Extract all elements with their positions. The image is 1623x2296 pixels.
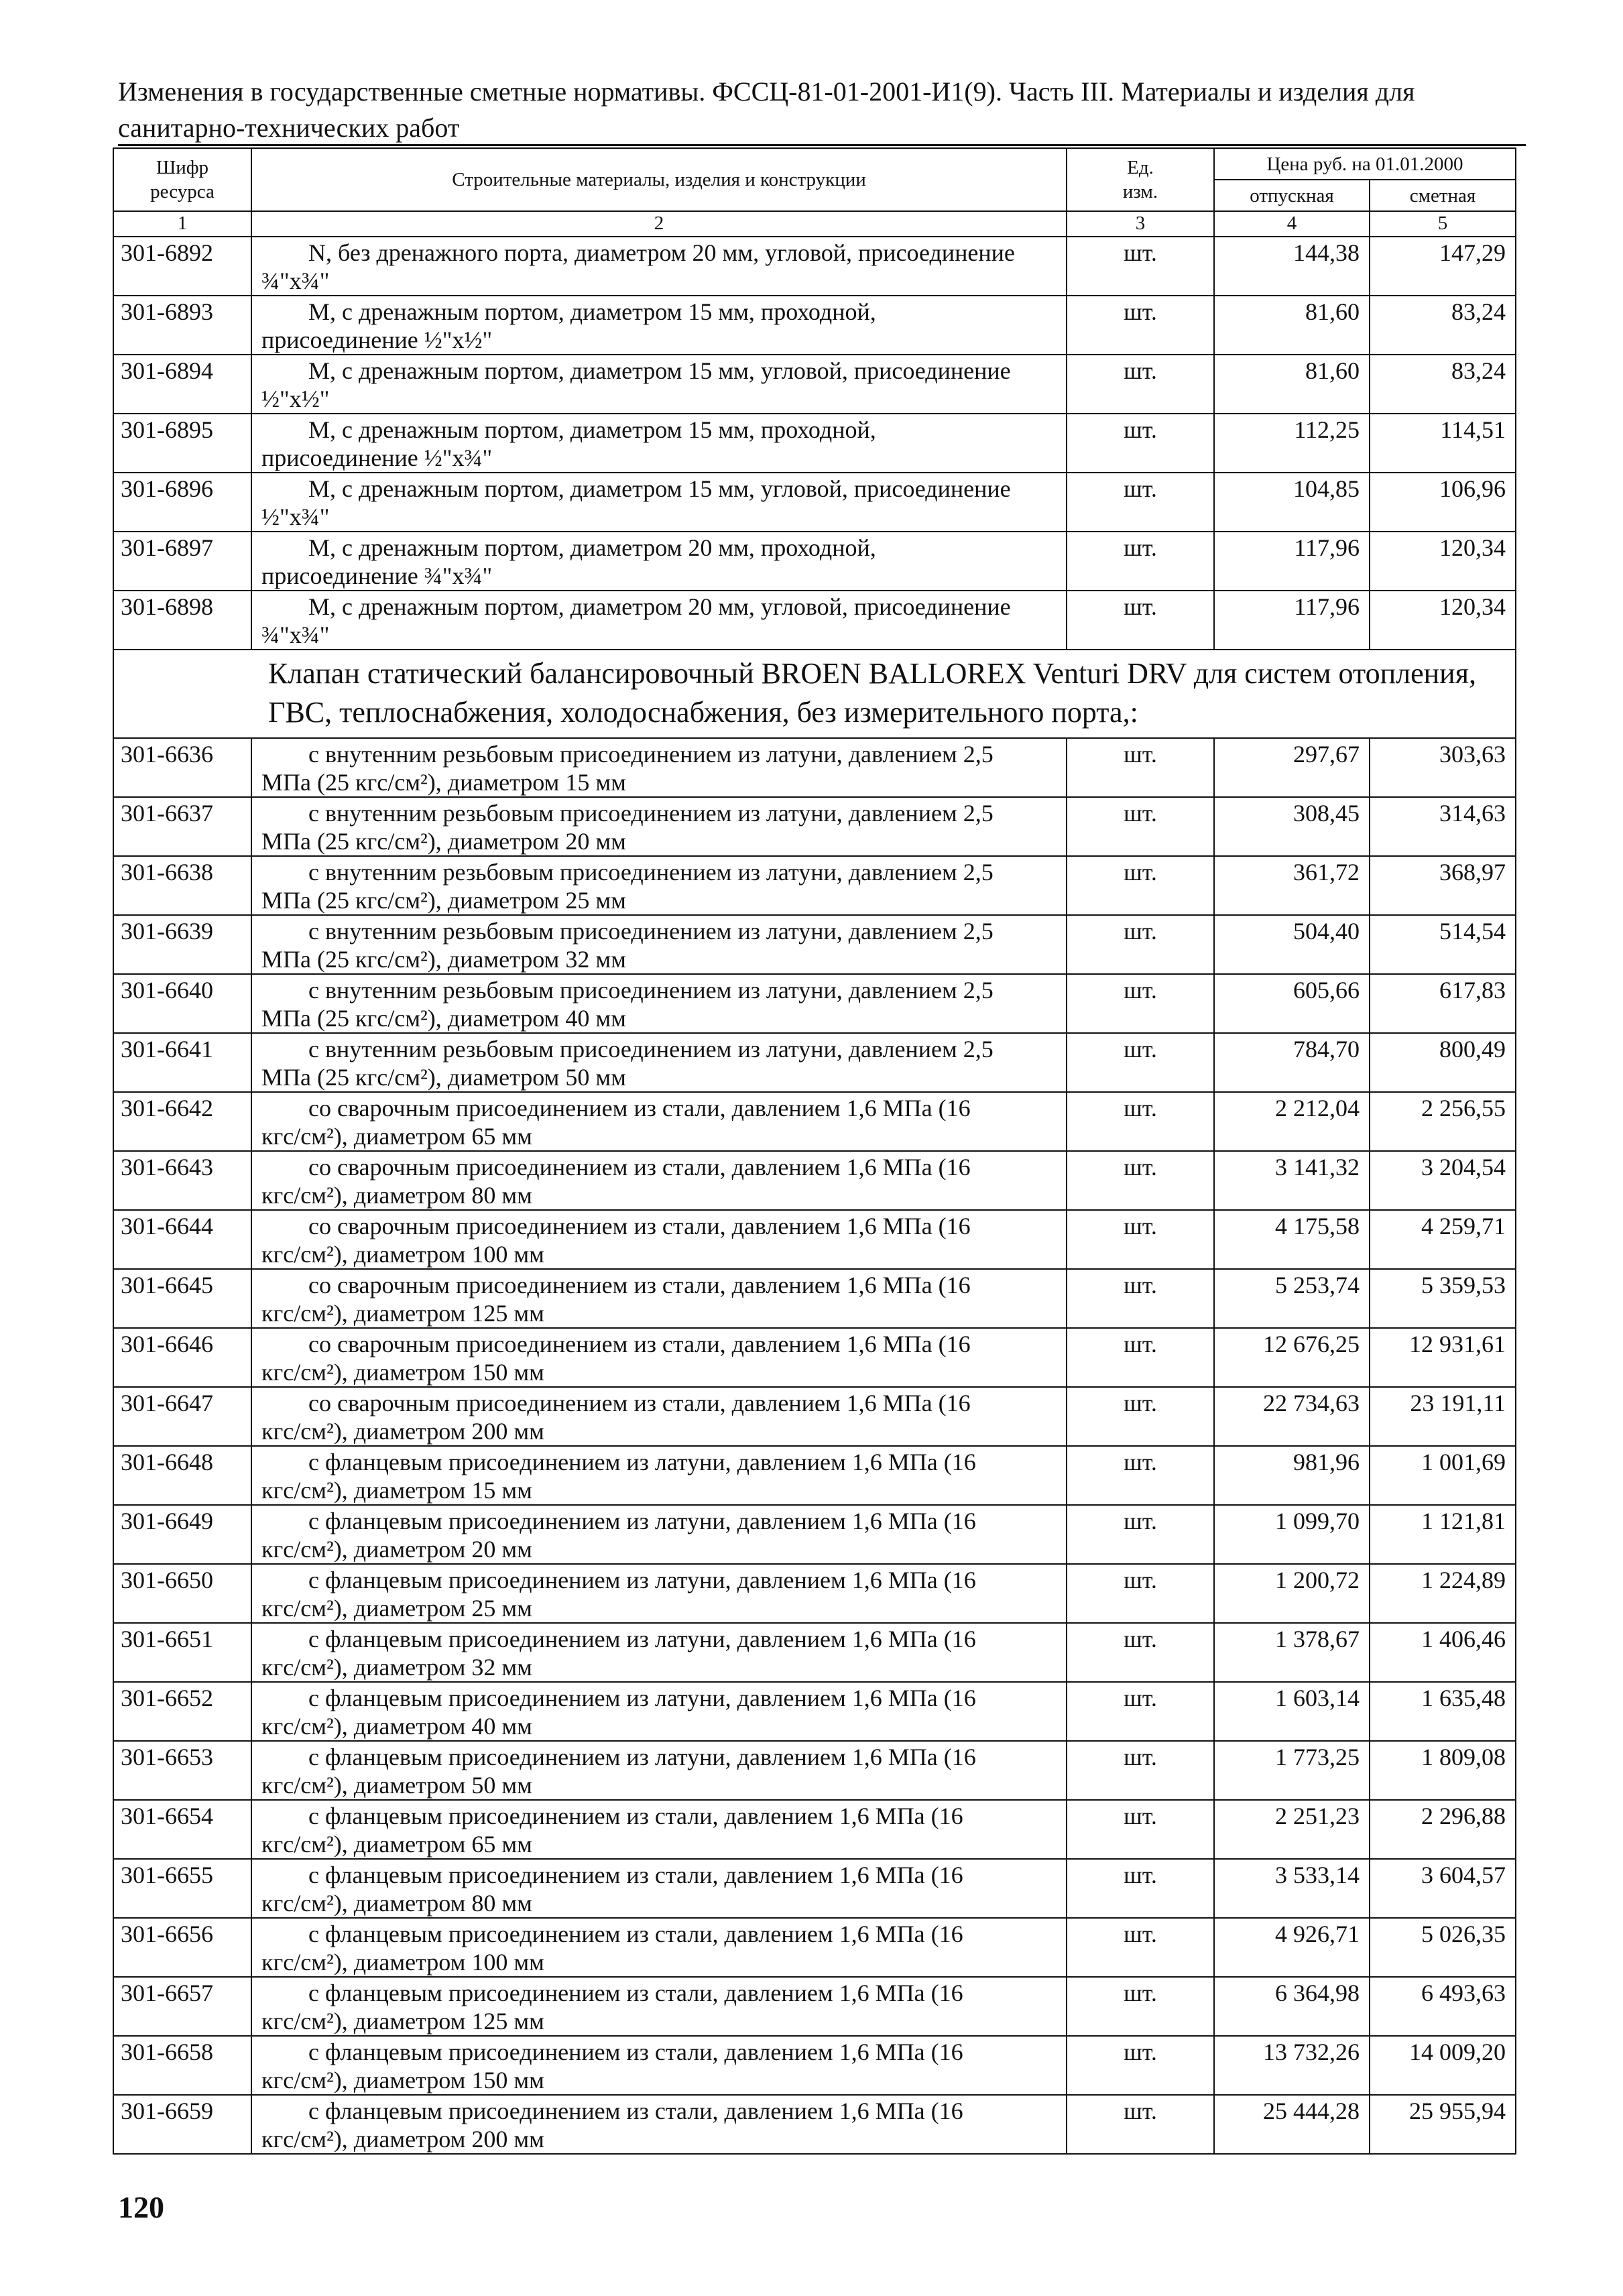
description-line-2: кгс/см²), диаметром 80 мм — [261, 1890, 532, 1917]
release-price: 81,60 — [1214, 355, 1370, 414]
unit-cell: шт. — [1067, 355, 1214, 414]
unit-cell: шт. — [1067, 296, 1214, 355]
material-description — [251, 1328, 1067, 1387]
description-line-2: кгс/см²), диаметром 65 мм — [261, 1831, 532, 1858]
release-price: 117,96 — [1214, 591, 1370, 650]
unit-cell: шт. — [1067, 1918, 1214, 1977]
table-row — [113, 1387, 1516, 1446]
resource-code: 301-6892 — [113, 237, 251, 296]
description-line-2: присоединение ½"х¾" — [261, 444, 493, 471]
description-line-2: кгс/см²), диаметром 15 мм — [261, 1477, 532, 1504]
unit-cell: шт. — [1067, 1446, 1214, 1505]
table-row — [113, 591, 1516, 650]
table-row — [113, 738, 1516, 797]
estimate-price: 314,63 — [1370, 797, 1516, 856]
description-line-2: кгс/см²), диаметром 150 мм — [261, 2067, 544, 2094]
release-price: 361,72 — [1214, 856, 1370, 915]
estimate-price: 1 224,89 — [1370, 1564, 1516, 1623]
header-line-1: Изменения в государственные сметные нормативы. ФССЦ-81-01-2001-И1(9). Часть III. Материалы и изделия для — [118, 76, 1415, 107]
column-number: 1 — [113, 211, 251, 237]
resource-code: 301-6642 — [113, 1092, 251, 1151]
description-line-2: МПа (25 кгс/см²), диаметром 40 мм — [261, 1005, 626, 1032]
release-price: 12 676,25 — [1214, 1328, 1370, 1387]
resource-code: 301-6657 — [113, 1977, 251, 2036]
unit-cell: шт. — [1067, 1682, 1214, 1741]
table-row — [113, 1446, 1516, 1505]
table-row — [113, 1741, 1516, 1800]
release-price: 81,60 — [1214, 296, 1370, 355]
table-row — [113, 1328, 1516, 1387]
description-line-1: со сварочным присоединением из стали, давлением 1,6 МПа (16 — [308, 1095, 971, 1122]
release-price: 4 926,71 — [1214, 1918, 1370, 1977]
table-row — [113, 1505, 1516, 1564]
table-body — [113, 148, 1516, 2154]
table-row — [113, 2036, 1516, 2095]
estimate-price: 2 256,55 — [1370, 1092, 1516, 1151]
table-row — [113, 1269, 1516, 1328]
description-line-2: кгс/см²), диаметром 125 мм — [261, 2008, 544, 2035]
col-header-price-release: отпускная — [1214, 180, 1370, 211]
col-header-price-estimate: сметная — [1370, 180, 1516, 211]
table-row — [113, 532, 1516, 591]
description-line-2: кгс/см²), диаметром 125 мм — [261, 1300, 544, 1327]
table-row — [113, 1977, 1516, 2036]
resource-code: 301-6638 — [113, 856, 251, 915]
release-price: 2 212,04 — [1214, 1092, 1370, 1151]
estimate-price: 1 406,46 — [1370, 1623, 1516, 1682]
description-line-1: со сварочным присоединением из стали, давлением 1,6 МПа (16 — [308, 1213, 971, 1240]
resource-code: 301-6658 — [113, 2036, 251, 2095]
description-line-1: М, с дренажным портом, диаметром 15 мм, угловой, присоединение — [308, 357, 1011, 384]
description-line-1: с фланцевым присоединением из латуни, давлением 1,6 МПа (16 — [308, 1626, 976, 1652]
estimate-price: 514,54 — [1370, 915, 1516, 974]
material-description — [251, 1387, 1067, 1446]
material-description — [251, 1033, 1067, 1092]
column-number: 2 — [251, 211, 1067, 237]
table-row — [113, 797, 1516, 856]
col-header-unit-line2: изм. — [1122, 181, 1158, 202]
table-row — [113, 1151, 1516, 1210]
release-price: 104,85 — [1214, 473, 1370, 532]
table-row — [113, 473, 1516, 532]
release-price: 4 175,58 — [1214, 1210, 1370, 1269]
resource-code: 301-6648 — [113, 1446, 251, 1505]
release-price: 504,40 — [1214, 915, 1370, 974]
resource-code: 301-6893 — [113, 296, 251, 355]
resource-code: 301-6643 — [113, 1151, 251, 1210]
description-line-1: с внутенним резьбовым присоединением из латуни, давлением 2,5 — [308, 1036, 994, 1063]
material-description — [251, 414, 1067, 473]
description-line-1: с фланцевым присоединением из латуни, давлением 1,6 МПа (16 — [308, 1508, 976, 1534]
release-price: 308,45 — [1214, 797, 1370, 856]
description-line-2: кгс/см²), диаметром 150 мм — [261, 1359, 544, 1386]
release-price: 1 603,14 — [1214, 1682, 1370, 1741]
description-line-1: с фланцевым присоединением из латуни, давлением 1,6 МПа (16 — [308, 1744, 976, 1770]
estimate-price: 6 493,63 — [1370, 1977, 1516, 2036]
col-header-materials: Строительные материалы, изделия и конструкции — [251, 148, 1067, 211]
unit-cell: шт. — [1067, 1977, 1214, 2036]
description-line-1: с фланцевым присоединением из латуни, давлением 1,6 МПа (16 — [308, 1449, 976, 1475]
description-line-2: кгс/см²), диаметром 80 мм — [261, 1182, 532, 1209]
release-price: 13 732,26 — [1214, 2036, 1370, 2095]
description-line-2: МПа (25 кгс/см²), диаметром 25 мм — [261, 887, 626, 914]
resource-code: 301-6897 — [113, 532, 251, 591]
unit-cell: шт. — [1067, 2036, 1214, 2095]
table-row — [113, 1918, 1516, 1977]
estimate-price: 1 121,81 — [1370, 1505, 1516, 1564]
release-price: 5 253,74 — [1214, 1269, 1370, 1328]
material-description — [251, 1682, 1067, 1741]
resource-code: 301-6651 — [113, 1623, 251, 1682]
description-line-2: кгс/см²), диаметром 40 мм — [261, 1713, 532, 1740]
unit-cell: шт. — [1067, 856, 1214, 915]
table-row — [113, 1033, 1516, 1092]
resource-code: 301-6637 — [113, 797, 251, 856]
unit-cell: шт. — [1067, 915, 1214, 974]
unit-cell: шт. — [1067, 1210, 1214, 1269]
resource-code: 301-6650 — [113, 1564, 251, 1623]
table-row — [113, 2095, 1516, 2154]
resource-code: 301-6644 — [113, 1210, 251, 1269]
unit-cell: шт. — [1067, 1269, 1214, 1328]
unit-cell: шт. — [1067, 1505, 1214, 1564]
release-price: 144,38 — [1214, 237, 1370, 296]
material-description — [251, 1623, 1067, 1682]
description-line-1: с внутенним резьбовым присоединением из латуни, давлением 2,5 — [308, 800, 994, 827]
description-line-1: со сварочным присоединением из стали, давлением 1,6 МПа (16 — [308, 1331, 971, 1357]
description-line-1: с внутенним резьбовым присоединением из латуни, давлением 2,5 — [308, 977, 994, 1004]
material-description — [251, 1151, 1067, 1210]
material-description — [251, 1269, 1067, 1328]
description-line-2: ½"х½" — [261, 385, 330, 412]
description-line-2: кгс/см²), диаметром 100 мм — [261, 1949, 544, 1976]
release-price: 1 200,72 — [1214, 1564, 1370, 1623]
material-description — [251, 738, 1067, 797]
table-row — [113, 1682, 1516, 1741]
description-line-1: М, с дренажным портом, диаметром 20 мм, проходной, — [308, 534, 876, 561]
description-line-2: ¾"х¾" — [261, 621, 330, 648]
estimate-price: 25 955,94 — [1370, 2095, 1516, 2154]
release-price: 6 364,98 — [1214, 1977, 1370, 2036]
table-header-row — [113, 148, 1516, 180]
estimate-price: 800,49 — [1370, 1033, 1516, 1092]
table-row — [113, 1623, 1516, 1682]
page-header — [118, 74, 1512, 146]
estimate-price: 106,96 — [1370, 473, 1516, 532]
estimate-price: 12 931,61 — [1370, 1328, 1516, 1387]
col-header-unit-line1: Ед. — [1127, 157, 1154, 178]
description-line-2: МПа (25 кгс/см²), диаметром 50 мм — [261, 1064, 626, 1091]
release-price: 117,96 — [1214, 532, 1370, 591]
description-line-1: с фланцевым присоединением из стали, давлением 1,6 МПа (16 — [308, 1921, 963, 1947]
resource-code: 301-6646 — [113, 1328, 251, 1387]
description-line-1: с фланцевым присоединением из стали, давлением 1,6 МПа (16 — [308, 2039, 963, 2065]
release-price: 784,70 — [1214, 1033, 1370, 1092]
description-line-1: с внутенним резьбовым присоединением из латуни, давлением 2,5 — [308, 859, 994, 886]
unit-cell: шт. — [1067, 1151, 1214, 1210]
unit-cell: шт. — [1067, 532, 1214, 591]
resource-code: 301-6649 — [113, 1505, 251, 1564]
description-line-2: кгс/см²), диаметром 65 мм — [261, 1123, 532, 1150]
price-table — [113, 147, 1516, 2155]
resource-code: 301-6659 — [113, 2095, 251, 2154]
description-line-2: ¾"х¾" — [261, 267, 330, 294]
release-price: 1 099,70 — [1214, 1505, 1370, 1564]
description-line-2: присоединение ¾"х¾" — [261, 562, 493, 589]
release-price: 25 444,28 — [1214, 2095, 1370, 2154]
description-line-2: кгс/см²), диаметром 25 мм — [261, 1595, 532, 1622]
estimate-price: 114,51 — [1370, 414, 1516, 473]
description-line-1: М, с дренажным портом, диаметром 15 мм, проходной, — [308, 298, 876, 325]
col-header-cipher-line1: Шифр — [156, 157, 209, 178]
resource-code: 301-6898 — [113, 591, 251, 650]
resource-code: 301-6640 — [113, 974, 251, 1033]
estimate-price: 147,29 — [1370, 237, 1516, 296]
col-header-unit — [1067, 148, 1214, 211]
estimate-price: 1 809,08 — [1370, 1741, 1516, 1800]
resource-code: 301-6641 — [113, 1033, 251, 1092]
material-description — [251, 237, 1067, 296]
estimate-price: 3 604,57 — [1370, 1859, 1516, 1918]
unit-cell: шт. — [1067, 237, 1214, 296]
table-row — [113, 1210, 1516, 1269]
estimate-price: 5 026,35 — [1370, 1918, 1516, 1977]
resource-code: 301-6895 — [113, 414, 251, 473]
table-row — [113, 1800, 1516, 1859]
description-line-1: со сварочным присоединением из стали, давлением 1,6 МПа (16 — [308, 1154, 971, 1181]
release-price: 3 141,32 — [1214, 1151, 1370, 1210]
unit-cell: шт. — [1067, 1387, 1214, 1446]
material-description — [251, 1859, 1067, 1918]
description-line-1: М, с дренажным портом, диаметром 20 мм, угловой, присоединение — [308, 593, 1011, 620]
estimate-price: 368,97 — [1370, 856, 1516, 915]
description-line-2: кгс/см²), диаметром 50 мм — [261, 1772, 532, 1799]
unit-cell: шт. — [1067, 1033, 1214, 1092]
estimate-price: 23 191,11 — [1370, 1387, 1516, 1446]
material-description — [251, 1977, 1067, 2036]
section-title: Клапан статический балансировочный BROEN BALLOREX Venturi DRV для систем отопления, ГВС, теплоснабжения, холодоснабжения, без измерительного порта,: — [113, 650, 1516, 738]
col-header-cipher — [113, 148, 251, 211]
unit-cell: шт. — [1067, 1800, 1214, 1859]
page-number: 120 — [118, 2190, 164, 2224]
description-line-1: с фланцевым присоединением из стали, давлением 1,6 МПа (16 — [308, 1803, 963, 1829]
unit-cell: шт. — [1067, 1564, 1214, 1623]
material-description — [251, 974, 1067, 1033]
release-price: 3 533,14 — [1214, 1859, 1370, 1918]
unit-cell: шт. — [1067, 591, 1214, 650]
description-line-2: кгс/см²), диаметром 200 мм — [261, 2126, 544, 2153]
unit-cell: шт. — [1067, 1328, 1214, 1387]
table-row — [113, 296, 1516, 355]
material-description — [251, 1564, 1067, 1623]
unit-cell: шт. — [1067, 473, 1214, 532]
description-line-1: с фланцевым присоединением из стали, давлением 1,6 МПа (16 — [308, 1980, 963, 2006]
material-description — [251, 1741, 1067, 1800]
release-price: 2 251,23 — [1214, 1800, 1370, 1859]
material-description — [251, 1210, 1067, 1269]
resource-code: 301-6894 — [113, 355, 251, 414]
unit-cell: шт. — [1067, 1092, 1214, 1151]
column-number: 4 — [1214, 211, 1370, 237]
table-row — [113, 856, 1516, 915]
material-description — [251, 473, 1067, 532]
description-line-2: кгс/см²), диаметром 32 мм — [261, 1654, 532, 1681]
resource-code: 301-6655 — [113, 1859, 251, 1918]
unit-cell: шт. — [1067, 1623, 1214, 1682]
estimate-price: 4 259,71 — [1370, 1210, 1516, 1269]
description-line-1: М, с дренажным портом, диаметром 15 мм, проходной, — [308, 416, 876, 443]
description-line-2: МПа (25 кгс/см²), диаметром 32 мм — [261, 946, 626, 973]
header-rule — [118, 144, 1526, 146]
col-header-price-group: Цена руб. на 01.01.2000 — [1214, 148, 1516, 180]
description-line-2: кгс/см²), диаметром 20 мм — [261, 1536, 532, 1563]
release-price: 1 773,25 — [1214, 1741, 1370, 1800]
estimate-price: 5 359,53 — [1370, 1269, 1516, 1328]
column-number-row — [113, 211, 1516, 237]
table-row — [113, 237, 1516, 296]
release-price: 981,96 — [1214, 1446, 1370, 1505]
resource-code: 301-6652 — [113, 1682, 251, 1741]
material-description — [251, 915, 1067, 974]
description-line-1: N, без дренажного порта, диаметром 20 мм, угловой, присоединение — [308, 239, 1015, 266]
unit-cell: шт. — [1067, 797, 1214, 856]
estimate-price: 14 009,20 — [1370, 2036, 1516, 2095]
description-line-2: МПа (25 кгс/см²), диаметром 20 мм — [261, 828, 626, 855]
estimate-price: 120,34 — [1370, 591, 1516, 650]
col-header-cipher-line2: ресурса — [150, 181, 215, 202]
table-row — [113, 1564, 1516, 1623]
release-price: 112,25 — [1214, 414, 1370, 473]
header-line-2: санитарно-технических работ — [118, 113, 460, 143]
unit-cell: шт. — [1067, 974, 1214, 1033]
description-line-1: с внутенним резьбовым присоединением из латуни, давлением 2,5 — [308, 741, 994, 768]
resource-code: 301-6653 — [113, 1741, 251, 1800]
estimate-price: 1 635,48 — [1370, 1682, 1516, 1741]
material-description — [251, 1800, 1067, 1859]
description-line-2: ½"х¾" — [261, 503, 330, 530]
material-description — [251, 2095, 1067, 2154]
resource-code: 301-6636 — [113, 738, 251, 797]
description-line-2: кгс/см²), диаметром 100 мм — [261, 1241, 544, 1268]
release-price: 1 378,67 — [1214, 1623, 1370, 1682]
estimate-price: 3 204,54 — [1370, 1151, 1516, 1210]
material-description — [251, 1446, 1067, 1505]
unit-cell: шт. — [1067, 738, 1214, 797]
description-line-2: кгс/см²), диаметром 200 мм — [261, 1418, 544, 1445]
estimate-price: 303,63 — [1370, 738, 1516, 797]
material-description — [251, 532, 1067, 591]
estimate-price: 2 296,88 — [1370, 1800, 1516, 1859]
material-description — [251, 591, 1067, 650]
resource-code: 301-6896 — [113, 473, 251, 532]
material-description — [251, 797, 1067, 856]
material-description — [251, 1918, 1067, 1977]
resource-code: 301-6639 — [113, 915, 251, 974]
material-description — [251, 1505, 1067, 1564]
description-line-1: с фланцевым присоединением из латуни, давлением 1,6 МПа (16 — [308, 1567, 976, 1593]
estimate-price: 617,83 — [1370, 974, 1516, 1033]
material-description — [251, 355, 1067, 414]
release-price: 22 734,63 — [1214, 1387, 1370, 1446]
description-line-1: со сварочным присоединением из стали, давлением 1,6 МПа (16 — [308, 1272, 971, 1298]
estimate-price: 83,24 — [1370, 355, 1516, 414]
release-price: 297,67 — [1214, 738, 1370, 797]
unit-cell: шт. — [1067, 1741, 1214, 1800]
description-line-1: М, с дренажным портом, диаметром 15 мм, угловой, присоединение — [308, 475, 1011, 502]
description-line-1: со сварочным присоединением из стали, давлением 1,6 МПа (16 — [308, 1390, 971, 1416]
estimate-price: 1 001,69 — [1370, 1446, 1516, 1505]
material-description — [251, 1092, 1067, 1151]
unit-cell: шт. — [1067, 1859, 1214, 1918]
material-description — [251, 856, 1067, 915]
description-line-1: с фланцевым присоединением из латуни, давлением 1,6 МПа (16 — [308, 1685, 976, 1711]
description-line-1: с фланцевым присоединением из стали, давлением 1,6 МПа (16 — [308, 1862, 963, 1888]
section-heading-row — [113, 650, 1516, 738]
description-line-2: МПа (25 кгс/см²), диаметром 15 мм — [261, 769, 626, 796]
unit-cell: шт. — [1067, 2095, 1214, 2154]
resource-code: 301-6654 — [113, 1800, 251, 1859]
description-line-2: присоединение ½"х½" — [261, 326, 493, 353]
estimate-price: 120,34 — [1370, 532, 1516, 591]
resource-code: 301-6645 — [113, 1269, 251, 1328]
resource-code: 301-6647 — [113, 1387, 251, 1446]
description-line-1: с внутенним резьбовым присоединением из латуни, давлением 2,5 — [308, 918, 994, 945]
material-description — [251, 296, 1067, 355]
resource-code: 301-6656 — [113, 1918, 251, 1977]
release-price: 605,66 — [1214, 974, 1370, 1033]
estimate-price: 83,24 — [1370, 296, 1516, 355]
table-row — [113, 974, 1516, 1033]
description-line-1: с фланцевым присоединением из стали, давлением 1,6 МПа (16 — [308, 2098, 963, 2124]
unit-cell: шт. — [1067, 414, 1214, 473]
table-row — [113, 1859, 1516, 1918]
column-number: 5 — [1370, 211, 1516, 237]
material-description — [251, 2036, 1067, 2095]
table-row — [113, 355, 1516, 414]
table-row — [113, 1092, 1516, 1151]
column-number: 3 — [1067, 211, 1214, 237]
table-row — [113, 915, 1516, 974]
table-row — [113, 414, 1516, 473]
